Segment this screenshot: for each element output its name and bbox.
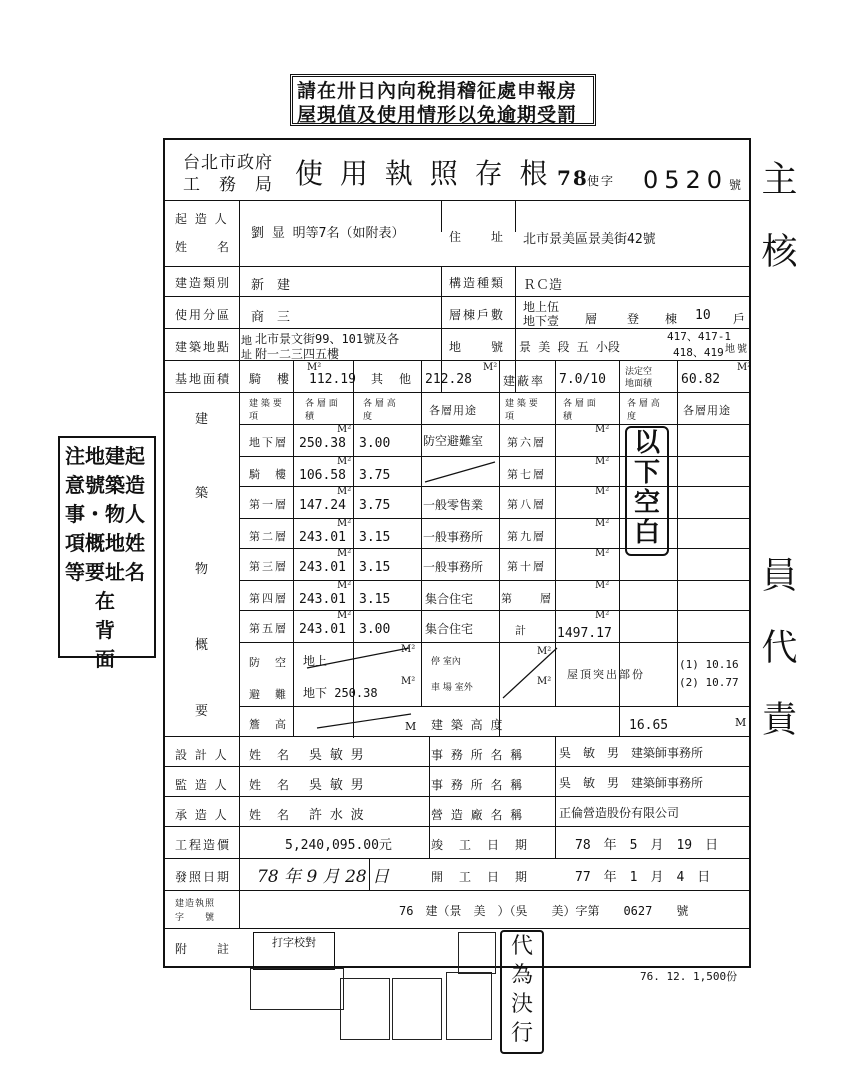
floor-name-right: 第九層 (507, 530, 546, 543)
floor-name: 地下層 (249, 436, 288, 449)
floor-use: 一般事務所 (423, 530, 484, 544)
supervisor-name-label: 姓 名 (249, 778, 292, 792)
site-prefix1: 地 (241, 334, 254, 347)
area-unit: M² (483, 362, 498, 373)
building-height-label: 建 築 高 度 (431, 718, 505, 732)
m2-mark: M² (337, 456, 352, 467)
shelter-below: 地下 250.38 (303, 686, 378, 700)
m2-mark: M² (595, 486, 610, 497)
address-label: 住 址 (449, 230, 506, 244)
print-run: 76. 12. 1,500份 (640, 970, 738, 983)
area-unit: M² (737, 362, 752, 373)
eave-unit: M (405, 720, 419, 733)
form-title: 使 用 執 照 存 根 (295, 157, 552, 190)
contractor-name: 許 水 波 (309, 808, 364, 823)
permit-type: 使字 (587, 174, 616, 188)
lot-label: 地 號 (449, 340, 506, 354)
side-back-char: 面 (95, 647, 115, 671)
m2-mark: M² (595, 580, 610, 591)
supervisor-label: 監 造 人 (175, 778, 229, 792)
m2-mark: M² (595, 610, 610, 621)
applicant-label: 起 造 人 (175, 212, 229, 226)
floors-count-label: 層棟戶數 (449, 308, 506, 322)
side-notice-back (65, 587, 149, 674)
site-area-label: 基地面積 (175, 372, 232, 386)
floor-height: 3.00 (359, 436, 391, 451)
site-address-line2: 附一二三四五樓 (255, 347, 340, 361)
floor-height: 3.00 (359, 622, 391, 637)
empty-cell-slash (315, 708, 415, 732)
side-notice-line: 意號築造 (65, 473, 145, 497)
arcade-label: 騎 樓 (249, 372, 292, 386)
floor-name: 第二層 (249, 530, 288, 543)
floor-name-right: 第十層 (507, 560, 546, 573)
coverage-label: 建蔽率 (503, 374, 546, 388)
m2-mark: M² (337, 424, 352, 435)
floor-area: 243.01 (299, 530, 346, 545)
unit-suffix: 戶 (733, 312, 748, 326)
floor-area: 243.01 (299, 560, 346, 575)
project-cost: 5,240,095.00元 (285, 838, 392, 853)
side-notice-line: 事・物人 (65, 502, 145, 526)
m2-mark: M² (537, 646, 552, 657)
m2-mark: M² (337, 610, 352, 621)
floors-below: 地下壹 (523, 314, 560, 328)
designer-office-label: 事 務 所 名 稱 (431, 748, 525, 762)
eave-height-label: 簷 高 (249, 718, 288, 731)
applicant-name: 劉 显 明等7名（如附表） (251, 226, 405, 241)
section-char: 築 (195, 486, 211, 501)
seal-char: 決 (510, 992, 533, 1017)
shelter-above: 地上 (303, 654, 328, 668)
side-notice-box (58, 436, 156, 671)
build-type: 新 建 (251, 278, 291, 293)
floor-name-right: 第六層 (507, 436, 546, 449)
supervisor-office: 吳 敏 男 建築師事務所 (559, 776, 704, 790)
floor-area: 243.01 (299, 592, 346, 607)
shelter-label2: 避 難 (249, 688, 288, 701)
floor-use: 一般事務所 (423, 560, 484, 574)
start-date-label: 開 工 日 期 (431, 870, 530, 884)
floor-height: 3.15 (359, 592, 391, 607)
remarks-label: 附 註 (175, 942, 232, 956)
side-notice-line: 等要址名 (65, 560, 145, 584)
floor-name: 第四層 (249, 592, 288, 605)
floor-height: 3.75 (359, 498, 391, 513)
zoning-label: 使用分區 (175, 308, 232, 322)
side-notice-line: 項概地姓 (65, 531, 145, 555)
delegated-decision-seal (500, 930, 544, 1054)
roof-protrusion-label: 屋頂突出部份 (567, 668, 645, 681)
area-unit: M² (307, 362, 322, 373)
floor-height: 3.15 (359, 560, 391, 575)
lot-numbers-2: 418、419 (673, 346, 724, 359)
m2-mark: M² (595, 548, 610, 559)
m2-mark: M² (537, 676, 552, 687)
side-notice-line: 注地建起 (65, 444, 145, 468)
roof-protrusion-1: (1) 10.16 (679, 658, 739, 671)
floor-area: 147.24 (299, 498, 346, 513)
site-label: 建築地點 (175, 340, 232, 354)
m2-mark: M² (595, 456, 610, 467)
stamp-box (392, 978, 442, 1040)
right-margin-handwriting: 主 核 員 代 責 (756, 160, 797, 808)
open-area: 60.82 (681, 372, 721, 387)
floor-area: 250.38 (299, 436, 346, 451)
floor-height: 3.75 (359, 468, 391, 483)
m2-mark: M² (337, 518, 352, 529)
applicant-address: 北市景美區景美街42號 (523, 232, 656, 247)
col-area-header: 各 層 面 積 (305, 399, 338, 422)
zoning-value: 商 三 (251, 310, 291, 325)
floor-height: 3.15 (359, 530, 391, 545)
building-height: 16.65 (629, 718, 669, 733)
floor-use: 集合住宅 (425, 622, 474, 636)
open-area-label2: 地面積 (625, 379, 653, 389)
arcade-area: 112.19 (309, 372, 356, 387)
contractor-name-label: 姓 名 (249, 808, 292, 822)
floor-name: 騎 樓 (249, 468, 288, 481)
building-permit-label1: 建造執照 (175, 899, 216, 909)
start-date: 77 年 1 月 4 日 (575, 870, 711, 885)
lot-numbers-1: 417、417-1 (667, 330, 731, 343)
blank-below-stamp: 以下空白 (625, 426, 669, 556)
applicant-name-label: 姓 名 (175, 240, 232, 254)
col-use-header-2: 各層用途 (683, 404, 731, 417)
col-height-header: 各 層 高 度 (363, 399, 396, 422)
stamp-box (458, 932, 496, 974)
permit-number: 0520 (643, 166, 729, 194)
section-char: 概 (195, 638, 211, 653)
m2-mark: M² (401, 676, 416, 687)
floor-total-area: 1497.17 (557, 626, 612, 641)
floors-above: 地上伍 (523, 300, 560, 314)
m2-mark: M² (337, 486, 352, 497)
floor-name-right: 第 層 (501, 592, 553, 605)
col-use-header: 各層用途 (429, 404, 477, 417)
seal-char: 代 (510, 934, 533, 959)
m2-mark: M² (337, 548, 352, 559)
m2-mark: M² (595, 518, 610, 529)
contractor-label: 承 造 人 (175, 808, 229, 822)
building-height-unit: M (735, 716, 749, 729)
tax-notice-line2: 屋現值及使用情形以免逾期受罰 (297, 104, 578, 126)
col-area-header-2: 各 層 面 積 (563, 399, 596, 422)
stamp-box (250, 968, 344, 1010)
completion-date: 78 年 5 月 19 日 (575, 838, 719, 853)
floor-name: 第五層 (249, 622, 288, 635)
side-back-char: 在 (95, 589, 115, 613)
seal-char: 為 (510, 963, 533, 988)
building-permit-label2: 字 號 (175, 913, 216, 923)
proofread-stamp: 打字校對 (253, 932, 335, 970)
floors-bldg-unit: 棟 (665, 312, 680, 326)
floor-name: 第一層 (249, 498, 288, 511)
floors-bldg-mark: 登 (627, 312, 642, 326)
stamp-box (340, 978, 390, 1040)
open-area-label1: 法定空 (625, 367, 653, 377)
col-item-header-2: 建 築 要 項 (505, 399, 538, 422)
section-char: 物 (195, 562, 211, 577)
issuing-org-line2: 工 務 局 (183, 175, 273, 195)
designer-label: 設 計 人 (175, 748, 229, 762)
permit-form (163, 138, 751, 968)
issue-date-label: 發照日期 (175, 870, 232, 884)
m2-mark: M² (337, 580, 352, 591)
contractor-company-label: 營 造 廠 名 稱 (431, 808, 525, 822)
lot-section: 景 美 段 五 小段 (519, 340, 620, 354)
other-area-label: 其 他 (371, 372, 414, 386)
tax-notice-line1: 請在卅日內向稅捐稽征處申報房 (297, 80, 578, 102)
parking-outdoor: 車 場 室外 (431, 683, 473, 693)
roof-protrusion-2: (2) 10.77 (679, 676, 739, 689)
floor-use: 一般零售業 (423, 498, 484, 512)
floor-total-label: 計 (515, 624, 528, 637)
floor-area: 106.58 (299, 468, 346, 483)
completion-date-label: 竣 工 日 期 (431, 838, 530, 852)
designer-name-label: 姓 名 (249, 748, 292, 762)
permit-year: 78 (557, 166, 589, 190)
shelter-label1: 防 空 (249, 656, 288, 669)
col-item-header: 建 築 要 項 (249, 399, 282, 422)
tax-notice-stamp (290, 74, 596, 126)
col-height-header-2: 各 層 高 度 (627, 399, 660, 422)
structure-label: 構造種類 (449, 276, 506, 290)
seal-char: 行 (510, 1021, 533, 1046)
empty-cell-slash (501, 644, 561, 702)
building-permit-number: 76 建（景 美 ）（吳 美）字第 0627 號 (399, 904, 689, 918)
other-area: 212.28 (425, 372, 472, 387)
floor-name-right: 第八層 (507, 498, 546, 511)
permit-number-suffix: 號 (729, 178, 744, 192)
floor-area: 243.01 (299, 622, 346, 637)
parking-indoor: 停 室內 (431, 657, 461, 667)
designer-name: 吳 敏 男 (309, 748, 364, 763)
issue-date: 78 年 9 月 28 日 (257, 867, 390, 887)
floor-use: 防空避難室 (423, 434, 484, 448)
floor-name-right: 第七層 (507, 468, 546, 481)
coverage-ratio: 7.0/10 (559, 372, 606, 387)
empty-cell-slash (423, 456, 499, 486)
site-prefix2: 址 (241, 348, 254, 361)
structure-type: ＲＣ造 (523, 278, 563, 293)
unit-count: 10 (695, 308, 711, 323)
lot-suffix: 地號 (725, 344, 749, 355)
issuing-org-line1: 台北市政府 (183, 153, 273, 173)
supervisor-name: 吳 敏 男 (309, 778, 364, 793)
floors-unit: 層 (585, 312, 600, 326)
stamp-box (446, 972, 492, 1040)
floor-use: 集合住宅 (425, 592, 474, 606)
designer-office: 吳 敏 男 建築師事務所 (559, 746, 704, 760)
m2-mark: M² (401, 644, 416, 655)
floor-name: 第三層 (249, 560, 288, 573)
cost-label: 工程造價 (175, 838, 232, 852)
build-type-label: 建造類別 (175, 276, 232, 290)
section-char: 建 (195, 412, 211, 427)
section-char: 要 (195, 704, 211, 719)
side-back-char: 背 (95, 618, 115, 642)
m2-mark: M² (595, 424, 610, 435)
contractor-company: 正倫營造股份有限公司 (559, 806, 680, 820)
site-address-line1: 北市景文街99、101號及各 (255, 332, 400, 346)
supervisor-office-label: 事 務 所 名 稱 (431, 778, 525, 792)
